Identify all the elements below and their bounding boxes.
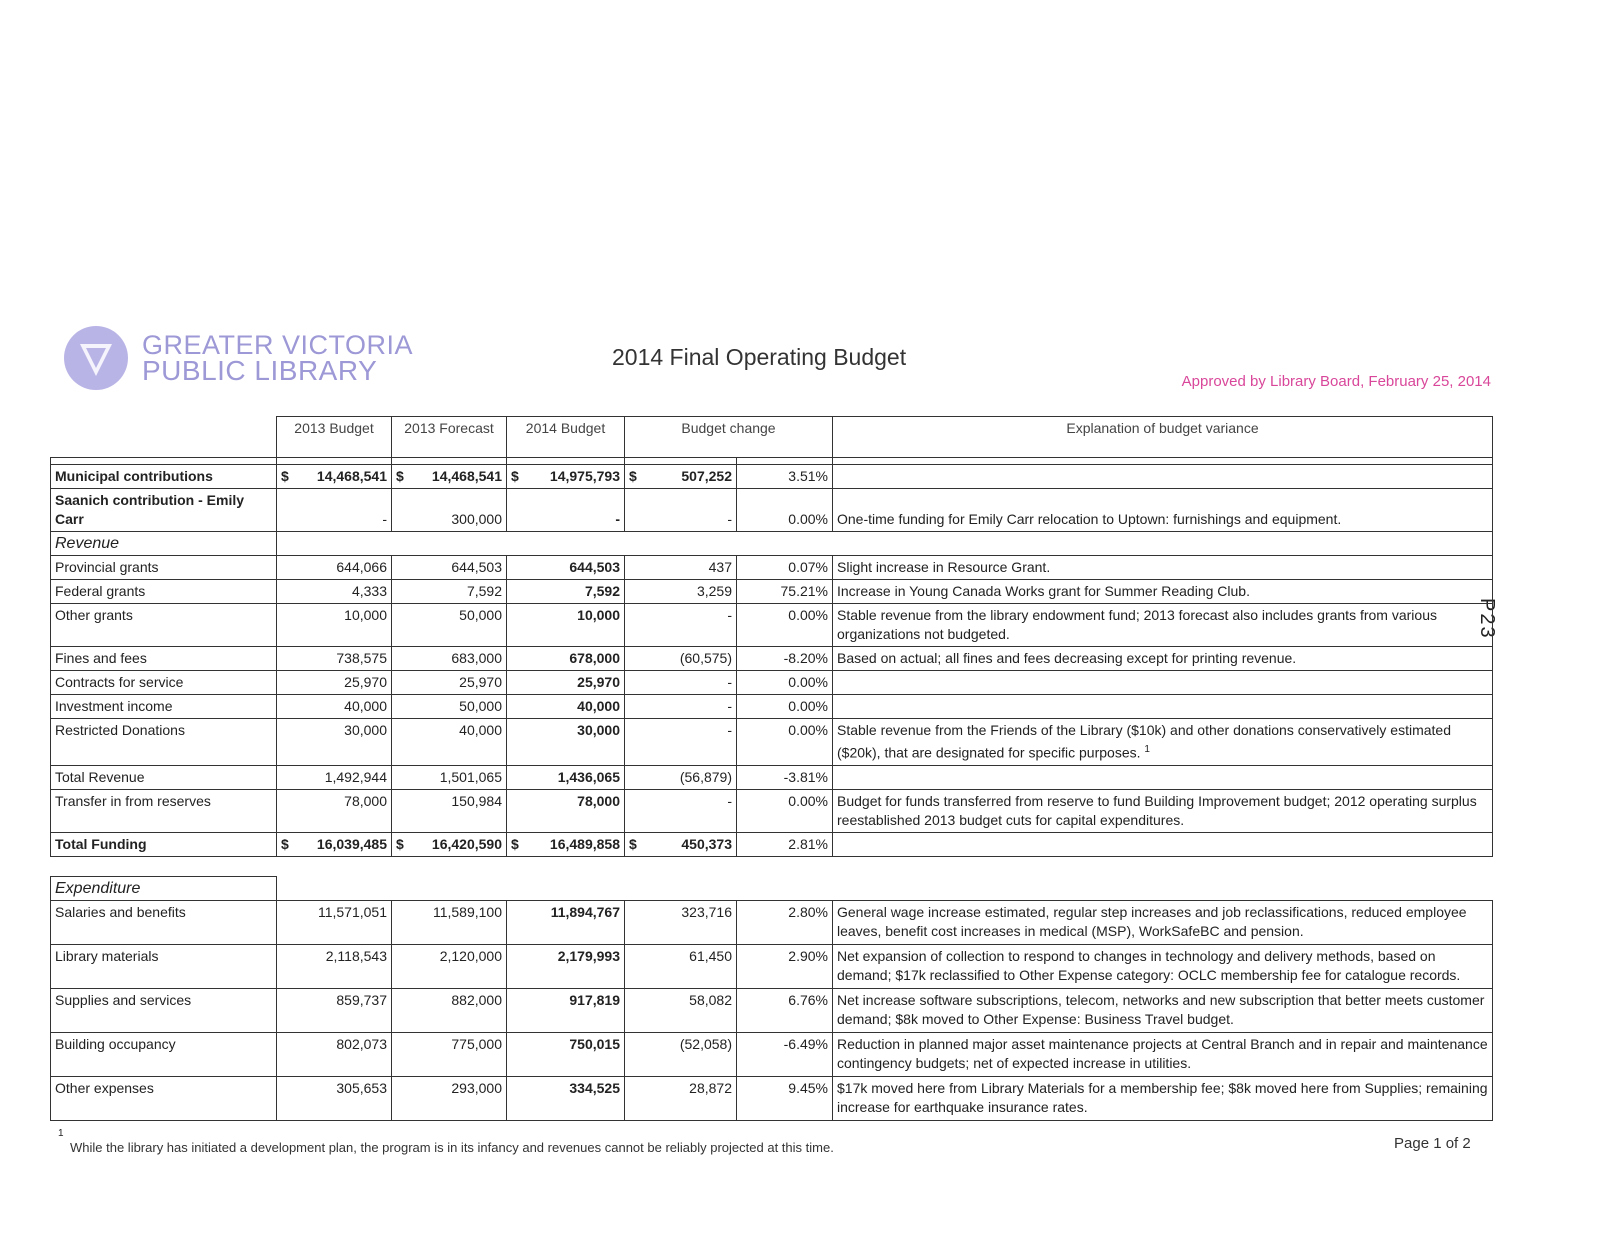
cell-2013-budget: - bbox=[277, 489, 392, 532]
table-row bbox=[51, 901, 1493, 945]
cell-budget-change: 58,082 bbox=[625, 989, 737, 1033]
cell-budget-change-pct: 2.90% bbox=[737, 945, 833, 989]
cell-budget-change-pct: 0.00% bbox=[737, 671, 833, 695]
cell-2013-forecast bbox=[392, 465, 507, 489]
row-label: Salaries and benefits bbox=[51, 901, 277, 945]
cell-explanation bbox=[833, 1033, 1493, 1077]
cell-2013-forecast: 40,000 bbox=[392, 719, 507, 766]
cell-2013-forecast: 683,000 bbox=[392, 647, 507, 671]
section-blank bbox=[277, 532, 1493, 556]
explanation-text: $17k moved here from Library Materials for a membership fee; $8k moved here from Supplies; remaining increase for earthquake insurance rates. bbox=[837, 1080, 1488, 1115]
spacer-cell bbox=[277, 458, 392, 465]
cell-2013-budget: 738,575 bbox=[277, 647, 392, 671]
cell-budget-change-pct: 0.00% bbox=[737, 695, 833, 719]
dollar-sign: $ bbox=[629, 835, 637, 852]
library-emblem-icon bbox=[64, 326, 128, 390]
explanation-text: Stable revenue from the Friends of the Library ($10k) and other donations conservatively estimated ($20k), that are designated for specific purposes. bbox=[837, 722, 1451, 761]
table-row bbox=[51, 1077, 1493, 1121]
cell-budget-change: - bbox=[625, 695, 737, 719]
cell-budget-change-pct: 0.07% bbox=[737, 556, 833, 580]
cell-2014-budget bbox=[507, 465, 625, 489]
cell-2013-forecast bbox=[392, 832, 507, 856]
explanation-text: General wage increase estimated, regular step increases and job reclassifications, reduced employee leaves, benefit cost increases in medical (MSP), WorkSafeBC and pension. bbox=[837, 904, 1467, 939]
cell-2013-forecast-value: 14,468,541 bbox=[431, 468, 502, 484]
cell-2014-budget-value: 14,975,793 bbox=[549, 468, 620, 484]
section-label: Expenditure bbox=[51, 877, 277, 901]
row-label: Building occupancy bbox=[51, 1033, 277, 1077]
cell-budget-change: - bbox=[625, 789, 737, 832]
cell-2013-budget: 78,000 bbox=[277, 789, 392, 832]
cell-2014-budget: 78,000 bbox=[507, 789, 625, 832]
explanation-text: Stable revenue from the library endowment fund; 2013 forecast also includes grants from various organizations not budgeted. bbox=[837, 607, 1437, 642]
cell-2014-budget: 10,000 bbox=[507, 604, 625, 647]
dollar-sign: $ bbox=[511, 468, 519, 484]
cell-2014-budget: 2,179,993 bbox=[507, 945, 625, 989]
spacer-cell bbox=[737, 458, 833, 465]
table-row bbox=[51, 765, 1493, 789]
table-row bbox=[51, 989, 1493, 1033]
table-row bbox=[51, 580, 1493, 604]
cell-explanation bbox=[833, 1077, 1493, 1121]
spacer-cell bbox=[625, 458, 737, 465]
cell-2013-budget: 305,653 bbox=[277, 1077, 392, 1121]
cell-budget-change: 28,872 bbox=[625, 1077, 737, 1121]
cell-budget-change: (56,879) bbox=[625, 765, 737, 789]
footnote-text: While the library has initiated a development plan, the program is in its infancy and revenues cannot be reliably projected at this time. bbox=[70, 1140, 834, 1155]
table-row bbox=[51, 465, 1493, 489]
explanation-text: Increase in Young Canada Works grant for Summer Reading Club. bbox=[837, 583, 1250, 599]
cell-2013-forecast: 2,120,000 bbox=[392, 945, 507, 989]
logo-line-1: GREATER VICTORIA bbox=[142, 330, 414, 360]
cell-2013-forecast: 50,000 bbox=[392, 695, 507, 719]
table-row bbox=[51, 832, 1493, 856]
explanation-text: Based on actual; all fines and fees decreasing except for printing revenue. bbox=[837, 650, 1297, 666]
row-label: Supplies and services bbox=[51, 989, 277, 1033]
row-label: Restricted Donations bbox=[51, 719, 277, 766]
cell-budget-change-pct: 2.81% bbox=[737, 832, 833, 856]
cell-explanation bbox=[833, 901, 1493, 945]
row-label: Transfer in from reserves bbox=[51, 789, 277, 832]
row-label: Total Revenue bbox=[51, 765, 277, 789]
cell-2013-budget: 11,571,051 bbox=[277, 901, 392, 945]
row-label: Other expenses bbox=[51, 1077, 277, 1121]
cell-2013-budget: 30,000 bbox=[277, 719, 392, 766]
spacer-cell bbox=[833, 458, 1493, 465]
explanation-text: Net expansion of collection to respond to changes in technology and delivery methods, based on demand; $17k reclassified to Other Expense category: OCLC membership fee for catalogue records. bbox=[837, 948, 1461, 983]
dollar-sign: $ bbox=[629, 468, 637, 484]
cell-budget-change bbox=[625, 832, 737, 856]
cell-explanation bbox=[833, 832, 1493, 856]
cell-2013-forecast: 7,592 bbox=[392, 580, 507, 604]
cell-budget-change-value: 507,252 bbox=[681, 468, 732, 484]
explanation-text: Slight increase in Resource Grant. bbox=[837, 559, 1051, 575]
cell-2013-forecast: 293,000 bbox=[392, 1077, 507, 1121]
cell-2014-budget: 644,503 bbox=[507, 556, 625, 580]
cell-2014-budget-value: 16,489,858 bbox=[549, 835, 620, 852]
row-label: Other grants bbox=[51, 604, 277, 647]
row-label: Investment income bbox=[51, 695, 277, 719]
row-label: Saanich contribution - Emily Carr bbox=[51, 489, 277, 532]
cell-explanation bbox=[833, 489, 1493, 532]
explanation-text: Reduction in planned major asset maintenance projects at Central Branch and in repair and maintenance contingency budgets; net of expected increase in utilities. bbox=[837, 1036, 1488, 1071]
cell-budget-change-pct: 6.76% bbox=[737, 989, 833, 1033]
row-label: Federal grants bbox=[51, 580, 277, 604]
cell-2014-budget: 25,970 bbox=[507, 671, 625, 695]
cell-2013-forecast: 775,000 bbox=[392, 1033, 507, 1077]
dollar-sign: $ bbox=[281, 468, 289, 484]
section-label: Revenue bbox=[51, 532, 277, 556]
dollar-sign: $ bbox=[396, 835, 404, 852]
cell-budget-change: (60,575) bbox=[625, 647, 737, 671]
cell-budget-change-pct: 0.00% bbox=[737, 789, 833, 832]
page-stamp: P23 bbox=[1476, 598, 1498, 640]
table-row bbox=[51, 671, 1493, 695]
cell-2014-budget: 917,819 bbox=[507, 989, 625, 1033]
cell-2013-forecast: 300,000 bbox=[392, 489, 507, 532]
cell-2013-forecast: 1,501,065 bbox=[392, 765, 507, 789]
dollar-sign: $ bbox=[511, 835, 519, 852]
cell-2013-forecast: 25,970 bbox=[392, 671, 507, 695]
cell-2013-forecast: 50,000 bbox=[392, 604, 507, 647]
footnote-ref: 1 bbox=[1144, 744, 1150, 755]
cell-2013-forecast: 882,000 bbox=[392, 989, 507, 1033]
cell-2013-budget: 25,970 bbox=[277, 671, 392, 695]
expenditure-table bbox=[50, 876, 1493, 1121]
cell-budget-change: (52,058) bbox=[625, 1033, 737, 1077]
cell-budget-change: - bbox=[625, 671, 737, 695]
cell-budget-change: 3,259 bbox=[625, 580, 737, 604]
cell-2013-budget bbox=[277, 832, 392, 856]
cell-2013-budget: 1,492,944 bbox=[277, 765, 392, 789]
cell-explanation bbox=[833, 671, 1493, 695]
cell-2014-budget: 11,894,767 bbox=[507, 901, 625, 945]
cell-budget-change: 61,450 bbox=[625, 945, 737, 989]
cell-budget-change-pct: 75.21% bbox=[737, 580, 833, 604]
revenue-section-row bbox=[51, 532, 1493, 556]
row-label: Municipal contributions bbox=[51, 465, 277, 489]
cell-budget-change: - bbox=[625, 489, 737, 532]
cell-2014-budget: 334,525 bbox=[507, 1077, 625, 1121]
cell-2014-budget: 40,000 bbox=[507, 695, 625, 719]
row-label: Total Funding bbox=[51, 832, 277, 856]
cell-budget-change-pct: -3.81% bbox=[737, 765, 833, 789]
cell-explanation bbox=[833, 604, 1493, 647]
cell-budget-change-pct: 0.00% bbox=[737, 489, 833, 532]
cell-explanation bbox=[833, 945, 1493, 989]
page-number: Page 1 of 2 bbox=[1394, 1135, 1471, 1152]
col-2013-budget: 2013 Budget bbox=[277, 417, 392, 458]
row-label: Library materials bbox=[51, 945, 277, 989]
cell-budget-change-pct: -8.20% bbox=[737, 647, 833, 671]
section-blank bbox=[277, 877, 1493, 901]
col-2014-budget: 2014 Budget bbox=[507, 417, 625, 458]
spacer-cell bbox=[392, 458, 507, 465]
table-header-row bbox=[51, 417, 1493, 458]
footnote-mark: 1 bbox=[58, 1128, 64, 1139]
spacer-cell bbox=[507, 458, 625, 465]
cell-2013-budget: 802,073 bbox=[277, 1033, 392, 1077]
spacer-cell bbox=[51, 458, 277, 465]
cell-explanation bbox=[833, 789, 1493, 832]
cell-2013-budget-value: 14,468,541 bbox=[316, 468, 387, 484]
col-budget-change: Budget change bbox=[625, 417, 833, 458]
cell-budget-change: - bbox=[625, 719, 737, 766]
library-logo bbox=[64, 326, 413, 390]
table-row bbox=[51, 945, 1493, 989]
cell-2014-budget: - bbox=[507, 489, 625, 532]
explanation-text: Net increase software subscriptions, telecom, networks and new subscription that better meets customer demand; $8k moved to Other Expense: Business Travel budget. bbox=[837, 992, 1485, 1027]
cell-explanation bbox=[833, 695, 1493, 719]
col-explanation: Explanation of budget variance bbox=[833, 417, 1493, 458]
table-row bbox=[51, 695, 1493, 719]
cell-2013-budget: 2,118,543 bbox=[277, 945, 392, 989]
table-row bbox=[51, 719, 1493, 766]
approval-note: Approved by Library Board, February 25, 2014 bbox=[1181, 373, 1491, 390]
logo-wordmark bbox=[142, 332, 413, 384]
row-label: Contracts for service bbox=[51, 671, 277, 695]
cell-explanation bbox=[833, 719, 1493, 766]
cell-2013-forecast: 11,589,100 bbox=[392, 901, 507, 945]
cell-2013-budget: 40,000 bbox=[277, 695, 392, 719]
cell-2013-budget-value: 16,039,485 bbox=[316, 835, 387, 852]
cell-budget-change-pct: 0.00% bbox=[737, 604, 833, 647]
explanation-text: One-time funding for Emily Carr relocation to Uptown: furnishings and equipment. bbox=[837, 511, 1342, 527]
cell-2013-forecast: 644,503 bbox=[392, 556, 507, 580]
page-title: 2014 Final Operating Budget bbox=[612, 344, 907, 370]
cell-explanation bbox=[833, 556, 1493, 580]
cell-budget-change-pct: 2.80% bbox=[737, 901, 833, 945]
cell-budget-change: 437 bbox=[625, 556, 737, 580]
cell-2013-budget: 644,066 bbox=[277, 556, 392, 580]
cell-budget-change-pct: -6.49% bbox=[737, 1033, 833, 1077]
cell-budget-change-pct: 3.51% bbox=[737, 465, 833, 489]
cell-2014-budget: 750,015 bbox=[507, 1033, 625, 1077]
table-row bbox=[51, 489, 1493, 532]
cell-explanation bbox=[833, 580, 1493, 604]
cell-explanation bbox=[833, 989, 1493, 1033]
cell-2013-forecast-value: 16,420,590 bbox=[431, 835, 502, 852]
cell-2014-budget bbox=[507, 832, 625, 856]
table-row bbox=[51, 604, 1493, 647]
cell-budget-change-pct: 0.00% bbox=[737, 719, 833, 766]
cell-budget-change-pct: 9.45% bbox=[737, 1077, 833, 1121]
cell-budget-change bbox=[625, 465, 737, 489]
logo-line-2: PUBLIC LIBRARY bbox=[142, 355, 378, 386]
row-label: Fines and fees bbox=[51, 647, 277, 671]
cell-explanation bbox=[833, 765, 1493, 789]
cell-explanation bbox=[833, 465, 1493, 489]
cell-explanation bbox=[833, 647, 1493, 671]
table-row bbox=[51, 556, 1493, 580]
expenditure-section-row bbox=[51, 877, 1493, 901]
table-row bbox=[51, 789, 1493, 832]
dollar-sign: $ bbox=[281, 835, 289, 852]
dollar-sign: $ bbox=[396, 468, 404, 484]
explanation-text: Budget for funds transferred from reserve to fund Building Improvement budget; 2012 operating surplus reestablished 2013 budget cuts for capital expenditures. bbox=[837, 792, 1477, 828]
header-blank bbox=[51, 417, 277, 458]
cell-2013-budget: 10,000 bbox=[277, 604, 392, 647]
funding-revenue-table bbox=[50, 416, 1493, 857]
table-row bbox=[51, 1033, 1493, 1077]
cell-2014-budget: 1,436,065 bbox=[507, 765, 625, 789]
cell-2013-forecast: 150,984 bbox=[392, 789, 507, 832]
cell-budget-change: 323,716 bbox=[625, 901, 737, 945]
cell-2014-budget: 30,000 bbox=[507, 719, 625, 766]
cell-2013-budget: 859,737 bbox=[277, 989, 392, 1033]
cell-2013-budget: 4,333 bbox=[277, 580, 392, 604]
cell-budget-change: - bbox=[625, 604, 737, 647]
table-row bbox=[51, 647, 1493, 671]
cell-2014-budget: 678,000 bbox=[507, 647, 625, 671]
spacer-row bbox=[51, 458, 1493, 465]
cell-2014-budget: 7,592 bbox=[507, 580, 625, 604]
cell-2013-budget bbox=[277, 465, 392, 489]
cell-budget-change-value: 450,373 bbox=[681, 835, 732, 852]
col-2013-forecast: 2013 Forecast bbox=[392, 417, 507, 458]
row-label: Provincial grants bbox=[51, 556, 277, 580]
